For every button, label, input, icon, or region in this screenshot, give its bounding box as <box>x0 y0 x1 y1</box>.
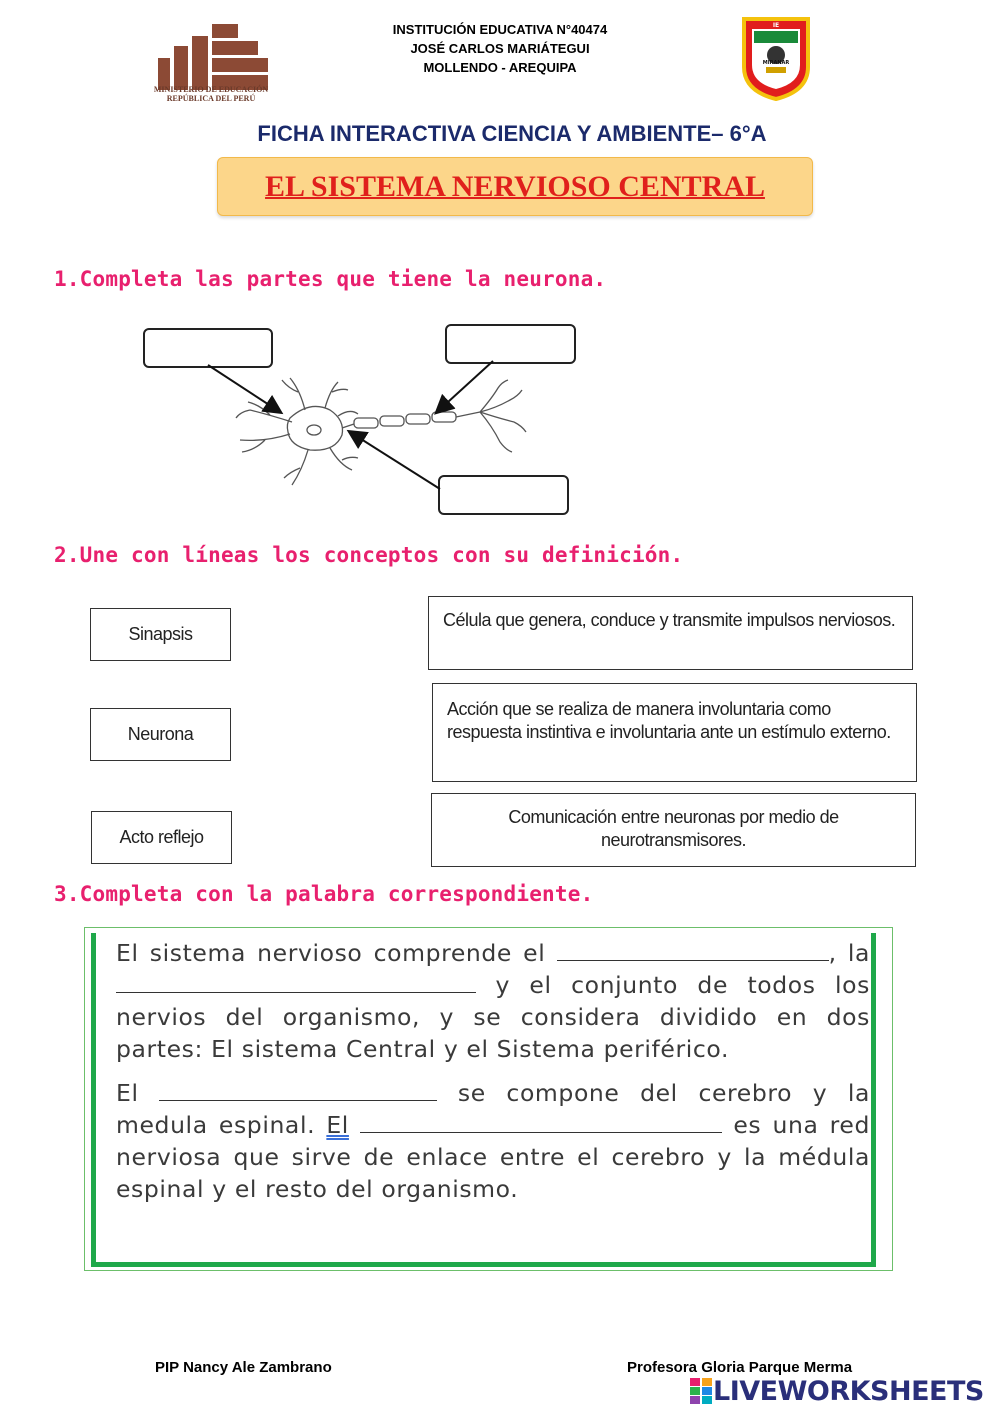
crest-top-text: IE <box>772 22 780 29</box>
definition-1[interactable]: Célula que genera, conduce y transmite impulsos nerviosos. <box>428 596 913 670</box>
concept-sinapsis[interactable]: Sinapsis <box>90 608 231 661</box>
blank-1[interactable] <box>557 940 829 961</box>
fill-paragraph-2 <box>116 1077 870 1205</box>
concept-neurona[interactable]: Neurona <box>90 708 231 761</box>
neuron-diagram <box>230 360 530 500</box>
concept-acto-reflejo[interactable]: Acto reflejo <box>91 811 232 864</box>
institution-header <box>330 20 670 77</box>
p1-mid: , la <box>828 939 870 967</box>
fill-paragraph-1 <box>116 937 870 1065</box>
p2-mid: se compone del cerebro y la medula espinal. <box>116 1079 870 1139</box>
footer-right: Profesora Gloria Parque Merma <box>627 1359 853 1376</box>
definition-3[interactable]: Comunicación entre neuronas por medio de neurotransmisores. <box>431 793 916 867</box>
liveworksheets-icon <box>689 1377 713 1405</box>
p2-start: El <box>116 1079 139 1107</box>
topic-banner <box>217 157 813 216</box>
liveworksheets-brand <box>689 1375 984 1407</box>
question-2-prompt: 2.Une con líneas los conceptos con su definición. <box>54 543 684 567</box>
footer-left: PIP Nancy Ale Zambrano <box>155 1359 332 1376</box>
definition-2[interactable]: Acción que se realiza de manera involuntaria como respuesta instintiva e involuntaria ante un estímulo externo. <box>432 683 917 782</box>
p2-el: El <box>326 1111 349 1139</box>
school-crest <box>740 15 812 101</box>
institution-line-3: MOLLENDO - AREQUIPA <box>423 60 577 75</box>
p1-start: El sistema nervioso comprende el <box>116 939 546 967</box>
question-1-prompt: 1.Completa las partes que tiene la neurona. <box>54 267 607 291</box>
crest-label: MIRANAR <box>762 60 790 66</box>
blank-2[interactable] <box>116 972 476 993</box>
blank-3[interactable] <box>159 1080 437 1101</box>
worksheet-title: FICHA INTERACTIVA CIENCIA Y AMBIENTE– 6°A <box>257 121 767 146</box>
ministry-caption: MINISTERIO DE EDUCACIÓN REPÚBLICA DEL PERÚ <box>153 85 269 103</box>
blank-4[interactable] <box>360 1112 722 1133</box>
fill-in-frame <box>91 933 876 1267</box>
institution-line-1: INSTITUCIÓN EDUCATIVA N°40474 <box>392 22 608 37</box>
question-3-prompt: 3.Completa con la palabra correspondiente. <box>54 882 594 906</box>
liveworksheets-text: LIVEWORKSHEETS <box>713 1375 984 1407</box>
institution-line-2: JOSÉ CARLOS MARIÁTEGUI <box>410 41 590 56</box>
p2-end: es una red nerviosa que sirve de enlace entre el cerebro y la médula espinal y el resto del organismo. <box>116 1111 870 1203</box>
fill-in-text <box>116 937 870 1217</box>
p1-end: y el conjunto de todos los nervios del organismo, y se considera dividido en dos partes: El sistema Central y el Sistema periférico. <box>116 971 870 1063</box>
neuron-label-input-axon[interactable] <box>445 324 576 364</box>
topic-title: EL SISTEMA NERVIOSO CENTRAL <box>265 170 765 203</box>
fill-in-box <box>84 927 893 1271</box>
